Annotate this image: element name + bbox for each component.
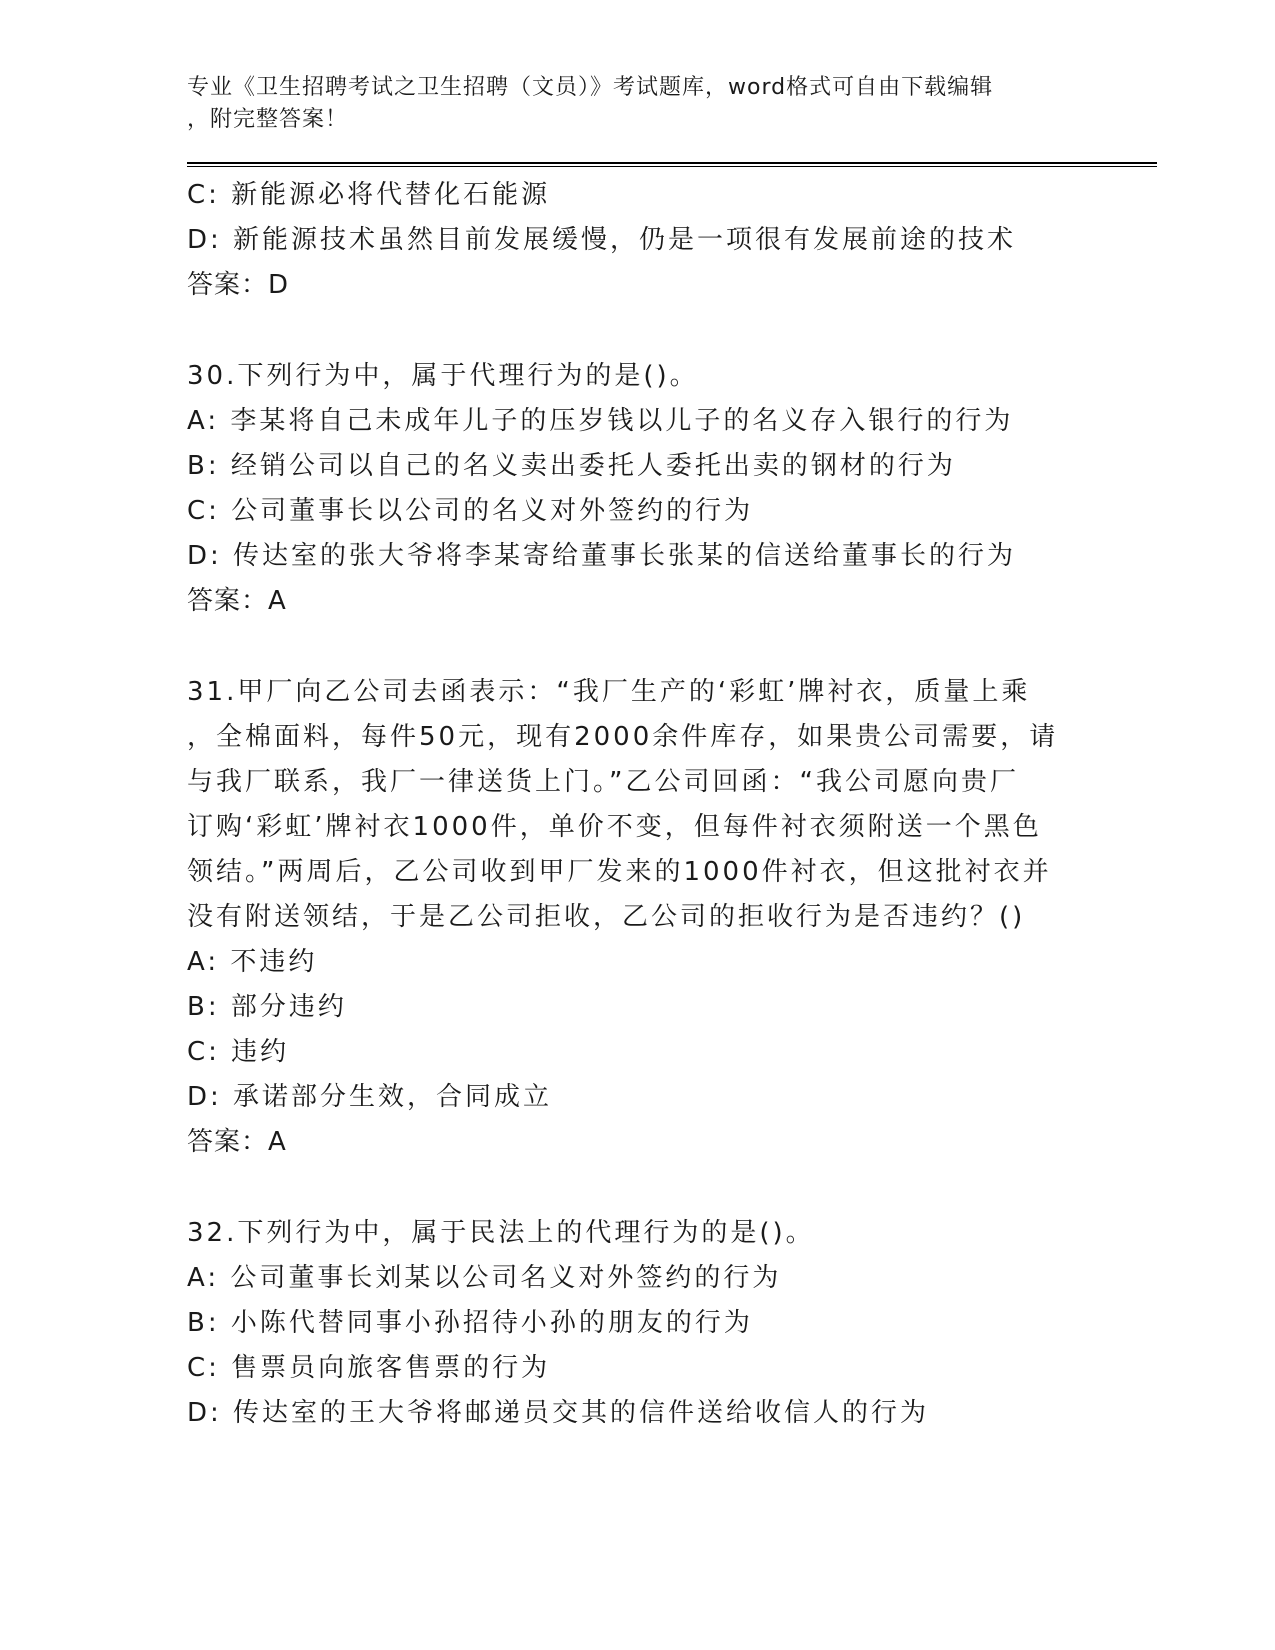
option-a: A: 公司董事长刘某以公司名义对外签约的行为 <box>187 1263 782 1293</box>
document-header <box>187 72 1067 136</box>
question-30 <box>187 354 1157 624</box>
question-stem-line: 31.甲厂向乙公司去函表示：“我厂生产的‘彩虹’牌衬衣，质量上乘 <box>187 677 1031 707</box>
option-d: D: 新能源技术虽然目前发展缓慢，仍是一项很有发展前途的技术 <box>187 225 1017 255</box>
option-a: A: 李某将自己未成年儿子的压岁钱以儿子的名义存入银行的行为 <box>187 406 1014 436</box>
option-a: A: 不违约 <box>187 947 318 977</box>
option-d: D: 承诺部分生效，合同成立 <box>187 1082 553 1112</box>
document-page <box>187 72 1157 1436</box>
question-stem-line: 领结。”两周后，乙公司收到甲厂发来的1000件衬衣，但这批衬衣并 <box>187 857 1052 887</box>
question-stem: 32.下列行为中，属于民法上的代理行为的是()。 <box>187 1218 815 1248</box>
question-31 <box>187 670 1157 1165</box>
question-stem-line: 没有附送领结，于是乙公司拒收，乙公司的拒收行为是否违约？() <box>187 902 1026 932</box>
question-stem-line: 订购‘彩虹’牌衬衣1000件，单价不变，但每件衬衣须附送一个黑色 <box>187 812 1042 842</box>
option-c: C: 新能源必将代替化石能源 <box>187 180 551 210</box>
option-b: B: 经销公司以自己的名义卖出委托人委托出卖的钢材的行为 <box>187 451 956 481</box>
answer: 答案：A <box>187 586 287 616</box>
document-body <box>187 173 1157 1436</box>
option-c: C: 公司董事长以公司的名义对外签约的行为 <box>187 496 754 526</box>
option-c: C: 售票员向旅客售票的行为 <box>187 1353 551 1383</box>
question-32 <box>187 1211 1157 1436</box>
option-b: B: 部分违约 <box>187 992 347 1022</box>
answer: 答案：D <box>187 270 290 300</box>
question-stem-line: ，全棉面料，每件50元，现有2000余件库存，如果贵公司需要，请 <box>187 722 1059 752</box>
header-divider <box>187 162 1157 167</box>
question-stem: 30.下列行为中，属于代理行为的是()。 <box>187 361 699 391</box>
header-line-2: ，附完整答案！ <box>187 107 349 132</box>
question-29-tail <box>187 173 1157 308</box>
answer: 答案：A <box>187 1127 287 1157</box>
header-line-1: 专业《卫生招聘考试之卫生招聘（文员）》考试题库，word格式可自由下载编辑 <box>187 75 994 100</box>
question-stem-line: 与我厂联系，我厂一律送货上门。”乙公司回函：“我公司愿向贵厂 <box>187 767 1019 797</box>
option-c: C: 违约 <box>187 1037 290 1067</box>
option-d: D: 传达室的张大爷将李某寄给董事长张某的信送给董事长的行为 <box>187 541 1017 571</box>
option-d: D: 传达室的王大爷将邮递员交其的信件送给收信人的行为 <box>187 1398 930 1428</box>
option-b: B: 小陈代替同事小孙招待小孙的朋友的行为 <box>187 1308 753 1338</box>
